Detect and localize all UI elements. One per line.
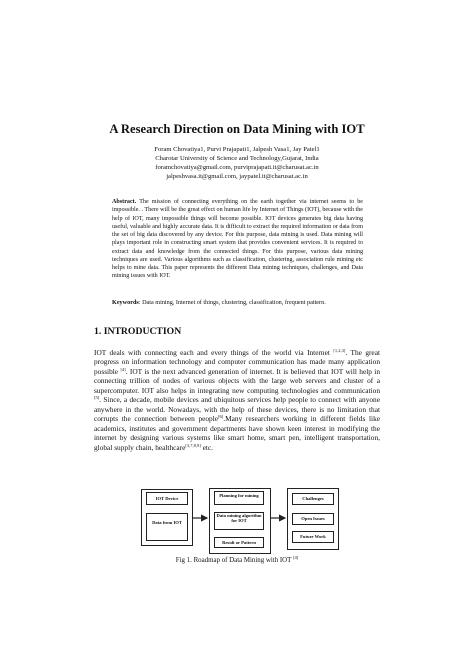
intro-text-2: . The great progress on information technology and computer communication has made many application possible [94, 348, 380, 376]
author-block [0, 145, 474, 181]
figure-caption [0, 557, 474, 564]
open-issues-label: Open Issues [301, 516, 325, 521]
citation-ref-5: [3,7,8,9] [185, 442, 201, 448]
citation-ref-1: [1,2,3] [333, 348, 346, 353]
challenges-box [292, 493, 334, 505]
algorithm-label: Data mining algorithm for IOT [216, 513, 262, 524]
abstract-label: Abstract. [112, 199, 137, 205]
data-from-iot-box [146, 513, 188, 541]
introduction-paragraph [94, 348, 380, 452]
author-emails-line-2: jalpeshvasa.it@gmail.com, jaypatel.it@charusat.ac.in [166, 173, 308, 180]
intro-text-5: .Many researchers working in different fields like academics, institutes and government departments have shown keen interest in modifying the internet by designing various systems like smart home, smart pen, intelligent transportation, global supply chain, healthcare [94, 414, 380, 452]
future-work-box [292, 531, 334, 543]
author-names: Foram Chovatiya1, Purvi Prajapati1, Jalpesh Vasa1, Jay Patel1 [154, 146, 320, 153]
keywords-label: Keywords [112, 299, 139, 306]
algorithm-box [214, 512, 264, 530]
caption-citation: [4] [292, 555, 299, 560]
future-work-label: Future Work [300, 534, 326, 539]
intro-text-3: . IOT is the next advanced generation of internet. It is believed that IOT will help in connecting trillion of nodes of various objects with the large web servers and cluster of a supercomputer. IOT also helps in integrating new computing technologies and communication [94, 366, 380, 395]
challenges-label: Challenges [302, 496, 324, 501]
section-heading: 1. INTRODUCTION [94, 326, 182, 337]
author-emails-line-1: foramchovatiya@gmail.com, purviprajapati.it@charusat.ac.in [155, 164, 319, 171]
iot-device-box [146, 492, 188, 505]
abstract-text: The mission of connecting everything on the earth together via internet seems to be impossible. . There will be the great effect on human life by Internet of Things (IOT), because with the help of IOT, many impossible things will become possible. IOT devices generates big data having useful, valuable and highly accurate data. It is difficult to extract the required information or data from the set of big data discovered by any device. For this purpose, data mining is used. Data mining will plays important role in constructing smart system that provides convenient services. It is required to extract data and knowledge from the connected things. For this purpose, various data mining techniques are used. Various algorithms such as classification, clustering, association rule mining etc helps to mine data. This paper represents the different Data mining techniques, challenges, and Data mining issues with IOT. [112, 199, 363, 280]
planning-label: Planning for mining [219, 493, 259, 498]
caption-text: Fig 1. Roadmap of Data Mining with IOT [175, 557, 292, 564]
citation-ref-2: [4] [120, 366, 126, 372]
roadmap-figure [140, 488, 340, 554]
paper-title: A Research Direction on Data Mining with IOT [109, 122, 365, 136]
citation-ref-4: [6] [218, 414, 224, 420]
planning-box [214, 491, 264, 505]
keywords [112, 299, 372, 307]
intro-text-4: . Since, a decade, mobile devices and ubiquitous services help people to connect with anyone anywhere in the world. Nowadays, with the help of these devices, there is no limitation that corrupts the connection between people [94, 395, 380, 424]
intro-text-1: IOT deals with connecting each and every things of the world via Internet [94, 348, 330, 357]
citation-ref-3: [5] [94, 395, 100, 401]
result-box [214, 537, 264, 548]
abstract [112, 198, 363, 281]
open-issues-box [292, 513, 334, 525]
iot-device-label: IOT Device [155, 496, 179, 501]
author-affiliation: Charotar University of Science and Technology,Gujarat, India [155, 155, 319, 162]
result-label: Result or Pattern [222, 540, 256, 545]
data-from-iot-label: Data from IOT [152, 520, 182, 525]
intro-text-6: etc. [200, 442, 213, 452]
keywords-text: : Data mining, Internet of things, clustering, classification, frequent pattern. [138, 299, 326, 306]
